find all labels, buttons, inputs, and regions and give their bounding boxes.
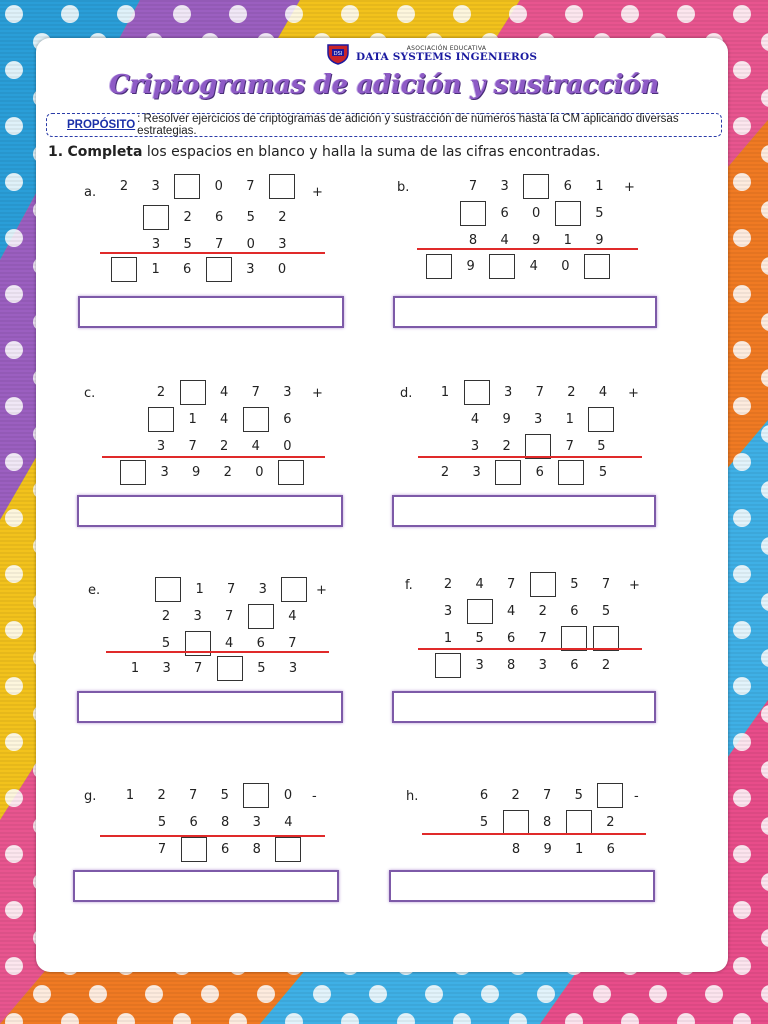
digit: 1: [125, 788, 135, 803]
digit: 0: [283, 788, 293, 803]
digit: 5: [475, 631, 484, 646]
digit: 4: [288, 609, 297, 624]
digit: 1: [130, 661, 140, 676]
digit: 9: [502, 412, 511, 427]
digit: 3: [151, 179, 160, 194]
purpose-text: : Resolver ejercicios de criptogramas de adición y sustracción de números hasta la CM aplicando diversas estrategias.: [137, 113, 679, 137]
digit: 3: [504, 385, 513, 400]
digit: 1: [151, 262, 160, 277]
digit: 6: [570, 658, 579, 673]
result-line: [418, 648, 642, 650]
purpose-box: [46, 113, 722, 137]
digit: 4: [500, 233, 509, 248]
digit: 2: [443, 577, 453, 592]
blank-digit-box[interactable]: [495, 460, 521, 485]
digit: 4: [225, 636, 234, 651]
blank-digit-box[interactable]: [143, 205, 169, 230]
digit: 9: [192, 465, 201, 480]
digit: 4: [220, 385, 229, 400]
digit: 6: [563, 179, 572, 194]
school-logo: [326, 43, 537, 65]
digit: 5: [161, 636, 171, 651]
digit: 0: [532, 206, 541, 221]
digit: 5: [220, 788, 229, 803]
blank-digit-box[interactable]: [588, 407, 614, 432]
digit: 8: [252, 842, 261, 857]
problem-label: d.: [400, 386, 413, 401]
digit: 8: [511, 842, 521, 857]
digit: 1: [563, 233, 572, 248]
digit: 2: [161, 609, 171, 624]
digit: 0: [214, 179, 223, 194]
blank-digit-box[interactable]: [530, 572, 556, 597]
digit: 4: [529, 259, 538, 274]
logo-subtitle: ASOCIACIÓN EDUCATIVA: [406, 44, 487, 52]
digit: 3: [156, 439, 166, 454]
blank-digit-box[interactable]: [278, 460, 304, 485]
problem-label: h.: [406, 789, 419, 804]
instruction-bold: Completa: [67, 144, 143, 160]
digit: 3: [252, 815, 261, 830]
digit: 3: [475, 658, 484, 673]
digit: 6: [535, 465, 544, 480]
digit: 6: [221, 842, 230, 857]
digit: 1: [195, 582, 204, 597]
answer-box[interactable]: [393, 296, 657, 328]
digit: 2: [601, 658, 611, 673]
digit: 3: [443, 604, 453, 619]
result-line: [100, 252, 325, 254]
digit: 7: [246, 179, 255, 194]
digit: 7: [157, 842, 167, 857]
digit: 6: [215, 210, 224, 225]
blank-digit-box[interactable]: [217, 656, 243, 681]
digit: 7: [538, 631, 547, 646]
digit: 4: [251, 439, 260, 454]
instruction-number: 1.: [48, 144, 64, 160]
operator-sign: +: [312, 386, 323, 401]
blank-digit-box[interactable]: [597, 783, 623, 808]
blank-digit-box[interactable]: [248, 604, 274, 629]
shield-icon: [326, 43, 350, 65]
page-title: Criptogramas de adición y sustracción: [109, 70, 659, 100]
operator-sign: -: [634, 789, 639, 804]
digit: 3: [160, 465, 169, 480]
answer-box[interactable]: [77, 495, 343, 527]
digit: 0: [561, 259, 570, 274]
digit: 6: [189, 815, 198, 830]
blank-digit-box[interactable]: [460, 201, 486, 226]
digit: 4: [470, 412, 480, 427]
digit: 2: [440, 465, 450, 480]
svg-text:DSI: DSI: [333, 51, 343, 57]
logo-name: DATA SYSTEMS INGENIEROS: [356, 50, 538, 63]
operator-sign: +: [629, 578, 640, 593]
digit: 7: [194, 661, 203, 676]
result-line: [106, 651, 329, 653]
digit: 7: [468, 179, 478, 194]
digit: 6: [283, 412, 292, 427]
answer-box[interactable]: [389, 870, 655, 902]
problem-label: b.: [397, 180, 410, 195]
digit: 5: [598, 465, 608, 480]
digit: 4: [475, 577, 484, 592]
digit: 3: [283, 385, 292, 400]
blank-digit-box[interactable]: [489, 254, 515, 279]
digit: 9: [543, 842, 552, 857]
operator-sign: +: [312, 185, 323, 200]
digit: 1: [188, 412, 197, 427]
digit: 1: [575, 842, 584, 857]
blank-digit-box[interactable]: [181, 837, 207, 862]
digit: 0: [283, 439, 292, 454]
digit: 4: [284, 815, 293, 830]
blank-digit-box[interactable]: [206, 257, 232, 282]
digit: 0: [255, 465, 264, 480]
digit: 5: [601, 604, 611, 619]
problem-label: a.: [84, 185, 97, 200]
blank-digit-box[interactable]: [148, 407, 174, 432]
digit: 7: [288, 636, 297, 651]
digit: 4: [220, 412, 229, 427]
blank-digit-box[interactable]: [180, 380, 206, 405]
digit: 5: [595, 206, 604, 221]
digit: 9: [466, 259, 475, 274]
digit: 2: [538, 604, 547, 619]
digit: 3: [534, 412, 543, 427]
digit: 3: [246, 262, 255, 277]
operator-sign: -: [312, 789, 317, 804]
digit: 3: [500, 179, 509, 194]
result-line: [418, 456, 642, 458]
blank-digit-box[interactable]: [155, 577, 181, 602]
digit: 5: [570, 577, 579, 592]
blank-digit-box[interactable]: [243, 783, 269, 808]
blank-digit-box[interactable]: [281, 577, 307, 602]
digit: 2: [567, 385, 576, 400]
digit: 8: [221, 815, 230, 830]
digit: 9: [595, 233, 604, 248]
digit: 4: [598, 385, 608, 400]
digit: 8: [468, 233, 478, 248]
digit: 2: [502, 439, 511, 454]
blank-digit-box[interactable]: [566, 810, 592, 835]
blank-digit-box[interactable]: [426, 254, 452, 279]
digit: 7: [565, 439, 574, 454]
blank-digit-box[interactable]: [523, 174, 549, 199]
operator-sign: +: [316, 583, 327, 598]
answer-box[interactable]: [392, 495, 656, 527]
blank-digit-box[interactable]: [558, 460, 584, 485]
digit: 7: [601, 577, 611, 592]
digit: 0: [246, 237, 255, 252]
digit: 7: [215, 237, 224, 252]
blank-digit-box[interactable]: [174, 174, 200, 199]
digit: 7: [188, 439, 197, 454]
digit: 2: [511, 788, 520, 803]
problem-label: e.: [88, 583, 101, 598]
digit: 2: [220, 439, 229, 454]
purpose-label: PROPÓSITO: [67, 119, 136, 131]
blank-digit-box[interactable]: [467, 599, 493, 624]
answer-box[interactable]: [392, 691, 656, 723]
blank-digit-box[interactable]: [111, 257, 137, 282]
digit: 6: [507, 631, 516, 646]
digit: 6: [479, 788, 489, 803]
digit: 2: [157, 788, 166, 803]
digit: 7: [535, 385, 544, 400]
blank-digit-box[interactable]: [275, 837, 301, 862]
result-line: [100, 835, 325, 837]
digit: 3: [151, 237, 161, 252]
digit: 6: [500, 206, 509, 221]
digit: 3: [470, 439, 480, 454]
digit: 6: [570, 604, 579, 619]
digit: 2: [119, 179, 129, 194]
result-line: [417, 248, 638, 250]
digit: 2: [606, 815, 615, 830]
digit: 0: [277, 262, 287, 277]
result-line: [422, 833, 646, 835]
digit: 1: [565, 412, 574, 427]
digit: 7: [189, 788, 198, 803]
digit: 5: [157, 815, 167, 830]
digit: 8: [543, 815, 552, 830]
problem-label: c.: [84, 386, 96, 401]
digit: 6: [256, 636, 265, 651]
digit: 1: [440, 385, 450, 400]
digit: 9: [532, 233, 541, 248]
digit: 5: [183, 237, 192, 252]
blank-digit-box[interactable]: [435, 653, 461, 678]
digit: 2: [183, 210, 192, 225]
blank-digit-box[interactable]: [555, 201, 581, 226]
operator-sign: +: [628, 386, 639, 401]
digit: 4: [507, 604, 516, 619]
answer-box[interactable]: [78, 296, 344, 328]
answer-box[interactable]: [73, 870, 339, 902]
digit: 5: [257, 661, 266, 676]
instruction-text: los espacios en blanco y halla la suma de las cifras encontradas.: [142, 144, 601, 160]
digit: 1: [443, 631, 453, 646]
digit: 5: [479, 815, 489, 830]
digit: 3: [193, 609, 202, 624]
result-line: [102, 456, 325, 458]
blank-digit-box[interactable]: [243, 407, 269, 432]
digit: 7: [507, 577, 516, 592]
digit: 6: [606, 842, 615, 857]
digit: 7: [543, 788, 552, 803]
digit: 3: [278, 237, 287, 252]
digit: 7: [225, 609, 234, 624]
blank-digit-box[interactable]: [120, 460, 146, 485]
blank-digit-box[interactable]: [584, 254, 610, 279]
digit: 2: [223, 465, 232, 480]
blank-digit-box[interactable]: [269, 174, 295, 199]
digit: 7: [227, 582, 236, 597]
digit: 6: [183, 262, 192, 277]
digit: 3: [162, 661, 171, 676]
blank-digit-box[interactable]: [503, 810, 529, 835]
operator-sign: +: [624, 180, 635, 195]
answer-box[interactable]: [77, 691, 343, 723]
digit: 5: [246, 210, 255, 225]
problem-label: g.: [84, 789, 97, 804]
blank-digit-box[interactable]: [464, 380, 490, 405]
digit: 2: [156, 385, 166, 400]
digit: 3: [538, 658, 547, 673]
digit: 1: [595, 179, 604, 194]
digit: 5: [597, 439, 606, 454]
digit: 5: [574, 788, 583, 803]
digit: 3: [258, 582, 267, 597]
digit: 8: [507, 658, 516, 673]
problem-label: f.: [405, 578, 413, 593]
digit: 7: [251, 385, 260, 400]
digit: 2: [278, 210, 287, 225]
digit: 3: [288, 661, 298, 676]
instruction: [48, 144, 600, 160]
digit: 3: [472, 465, 481, 480]
